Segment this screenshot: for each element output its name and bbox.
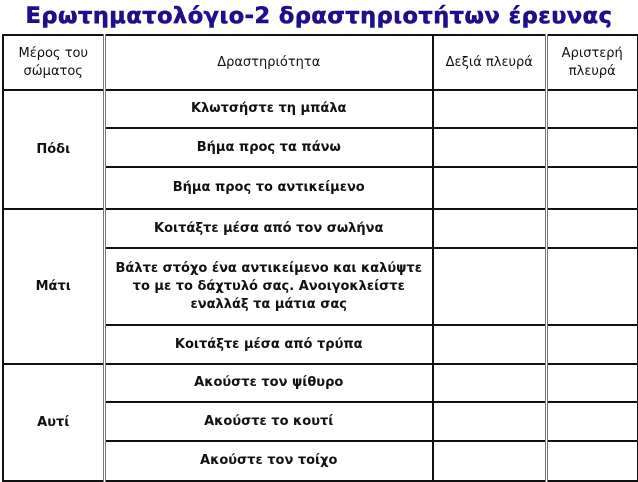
- left-side-answer-cell[interactable]: [546, 325, 638, 364]
- left-side-answer-cell[interactable]: [546, 402, 638, 441]
- header-activity: Δραστηριότητα: [104, 35, 433, 90]
- right-side-answer-cell[interactable]: [433, 167, 546, 209]
- right-side-answer-cell[interactable]: [433, 209, 546, 248]
- left-side-answer-cell[interactable]: [546, 248, 638, 325]
- left-side-answer-cell[interactable]: [546, 167, 638, 209]
- activity-cell: Ακούστε τον τοίχο: [104, 441, 433, 481]
- right-side-answer-cell[interactable]: [433, 364, 546, 402]
- table-row: [3, 364, 638, 402]
- left-side-answer-cell[interactable]: [546, 441, 638, 481]
- body-part-ear: Αυτί: [3, 364, 104, 481]
- header-body-part: Μέρος του σώματος: [3, 35, 104, 90]
- right-side-answer-cell[interactable]: [433, 248, 546, 325]
- header-left-side: Αριστερή πλευρά: [546, 35, 638, 90]
- table-row: [3, 209, 638, 248]
- activity-cell: Κοιτάξτε μέσα από τον σωλήνα: [104, 209, 433, 248]
- right-side-answer-cell[interactable]: [433, 441, 546, 481]
- activity-cell: Κλωτσήστε τη μπάλα: [104, 90, 433, 128]
- activity-cell: Βάλτε στόχο ένα αντικείμενο και καλύψτε το με το δάχτυλό σας. Ανοιγοκλείστε εναλλάξ τα μάτια σας: [104, 248, 433, 325]
- header-row: [3, 35, 638, 90]
- right-side-answer-cell[interactable]: [433, 90, 546, 128]
- left-side-answer-cell[interactable]: [546, 364, 638, 402]
- body-part-eye: Μάτι: [3, 209, 104, 364]
- left-side-answer-cell[interactable]: [546, 128, 638, 167]
- right-side-answer-cell[interactable]: [433, 402, 546, 441]
- activity-cell: Ακούστε τον ψίθυρο: [104, 364, 433, 402]
- right-side-answer-cell[interactable]: [433, 325, 546, 364]
- table-row: [3, 90, 638, 128]
- activity-cell: Κοιτάξτε μέσα από τρύπα: [104, 325, 433, 364]
- body-part-foot: Πόδι: [3, 90, 104, 209]
- document-title: Ερωτηματολόγιο-2 δραστηριοτήτων έρευνας: [25, 4, 613, 29]
- activity-cell: Βήμα προς τα πάνω: [104, 128, 433, 167]
- right-side-answer-cell[interactable]: [433, 128, 546, 167]
- left-side-answer-cell[interactable]: [546, 209, 638, 248]
- header-right-side: Δεξιά πλευρά: [433, 35, 546, 90]
- activity-cell: Ακούστε το κουτί: [104, 402, 433, 441]
- activity-questionnaire-table: [2, 34, 638, 482]
- activity-cell: Βήμα προς το αντικείμενο: [104, 167, 433, 209]
- left-side-answer-cell[interactable]: [546, 90, 638, 128]
